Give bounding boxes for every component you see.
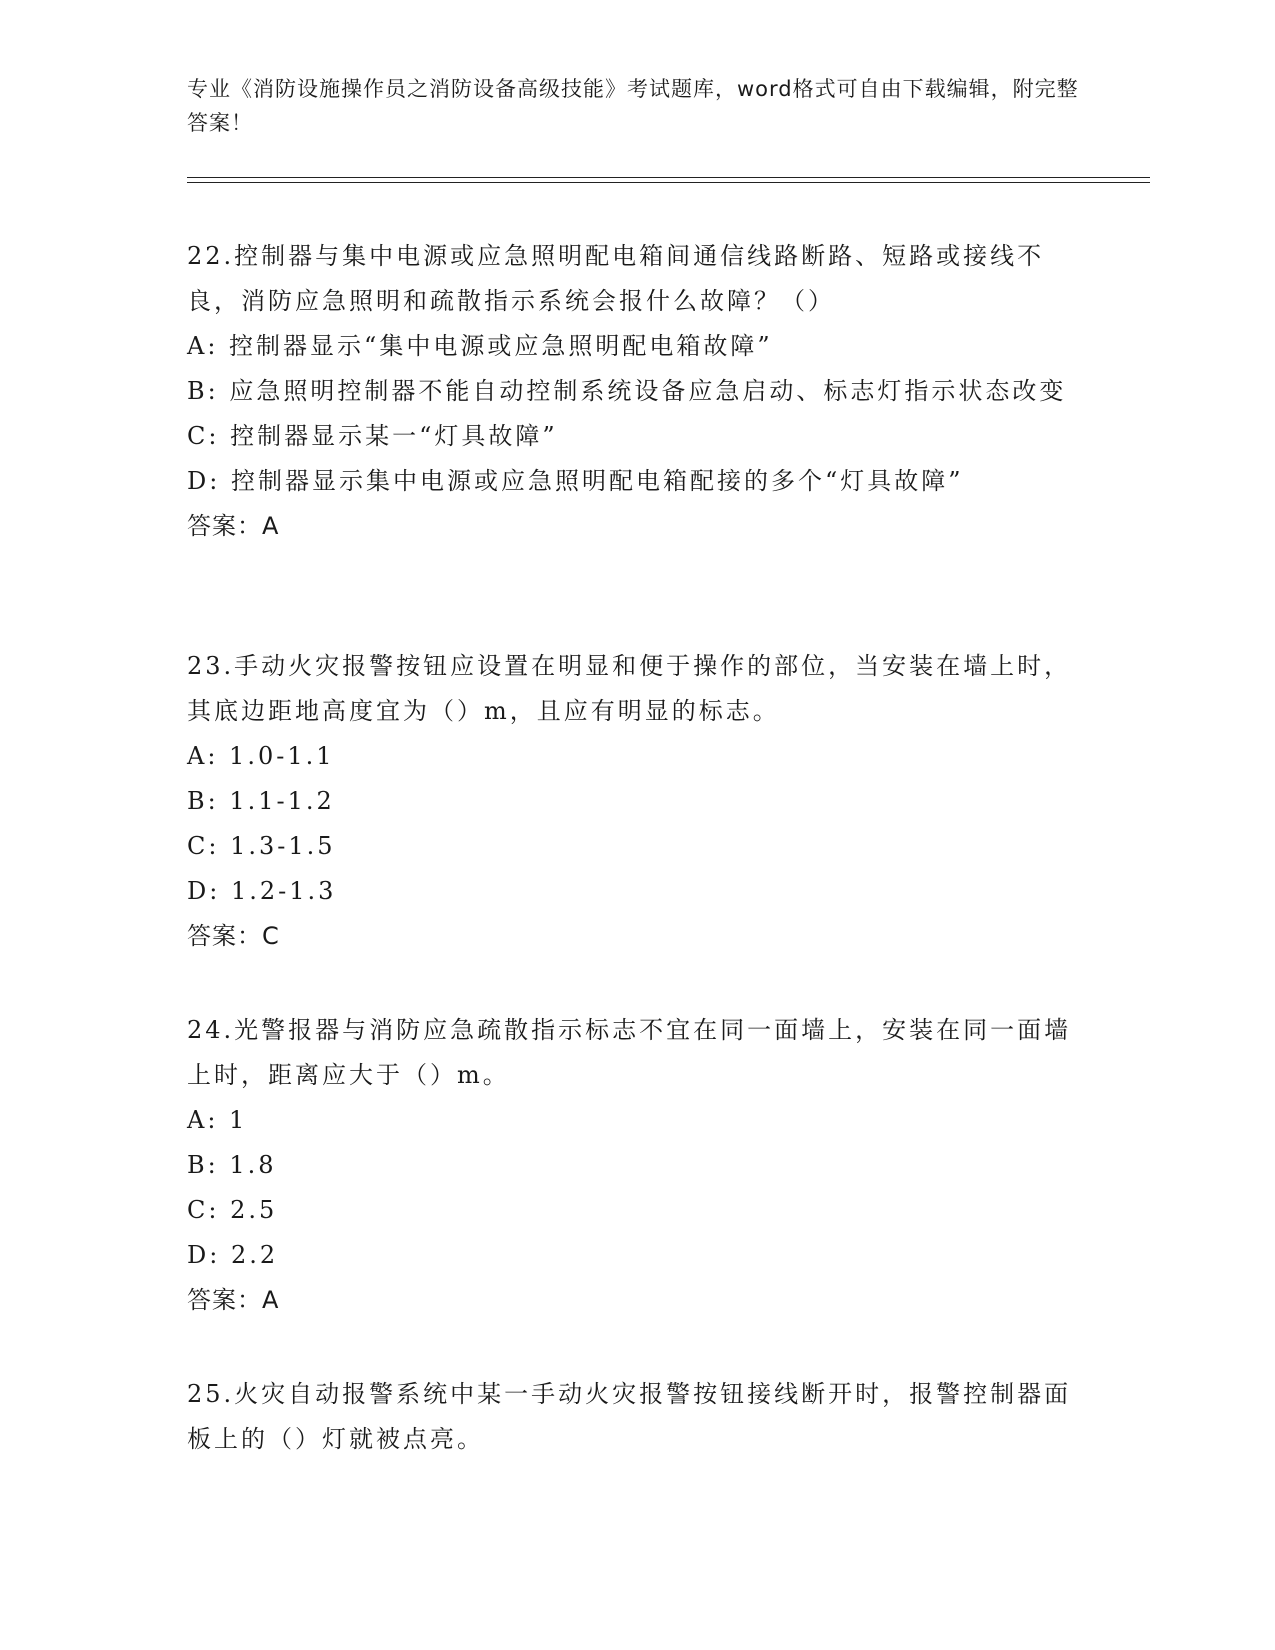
question-text: 24.光警报器与消防应急疏散指示标志不宜在同一面墙上，安装在同一面墙上时，距离应大于（）m。 [187,1016,1072,1089]
option-b: B: 应急照明控制器不能自动控制系统设备应急启动、标志灯指示状态改变 [187,377,1067,405]
option-a: A: 控制器显示“集中电源或应急照明配电箱故障” [187,332,773,360]
answer: 答案：C [187,922,280,950]
question-text: 23.手动火灾报警按钮应设置在明显和便于操作的部位，当安装在墙上时，其底边距地高度宜为（）m，且应有明显的标志。 [187,652,1072,725]
option-c: C: 1.3-1.5 [187,832,336,860]
option-d: D: 1.2-1.3 [187,877,337,905]
document-header: 专业《消防设施操作员之消防设备高级技能》考试题库，word格式可自由下载编辑，附完整答案！ [187,77,1079,135]
header-divider-bottom [187,182,1150,183]
question-24 [187,1008,1087,1323]
answer: 答案：A [187,512,280,540]
question-text: 22.控制器与集中电源或应急照明配电箱间通信线路断路、短路或接线不良，消防应急照明和疏散指示系统会报什么故障？（） [187,242,1045,315]
header-divider-top [187,177,1150,178]
option-c: C: 2.5 [187,1196,278,1224]
question-25 [187,1372,1087,1462]
answer: 答案：A [187,1286,280,1314]
option-b: B: 1.8 [187,1151,277,1179]
question-23 [187,644,1087,959]
option-c: C: 控制器显示某一“灯具故障” [187,422,558,450]
option-d: D: 2.2 [187,1241,279,1269]
option-a: A: 1.0-1.1 [187,742,335,770]
question-text: 25.火灾自动报警系统中某一手动火灾报警按钮接线断开时，报警控制器面板上的（）灯就被点亮。 [187,1380,1072,1453]
option-b: B: 1.1-1.2 [187,787,335,815]
option-a: A: 1 [187,1106,248,1134]
option-d: D: 控制器显示集中电源或应急照明配电箱配接的多个“灯具故障” [187,467,964,495]
question-22 [187,234,1087,549]
